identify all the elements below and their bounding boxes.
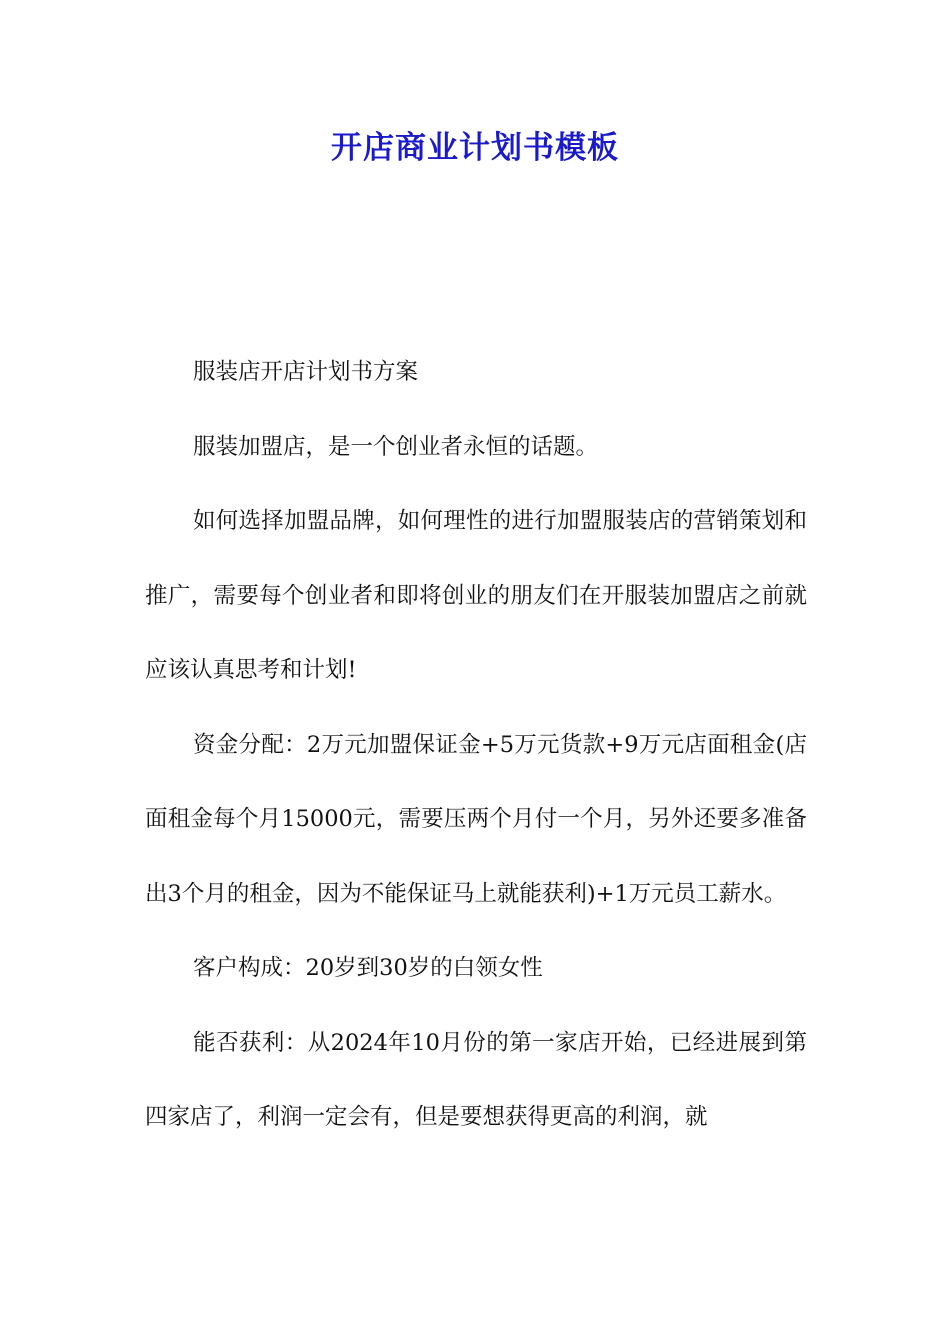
paragraph-6: 能否获利：从2024年10月份的第一家店开始，已经进展到第四家店了，利润一定会有，但是要想获得更高的利润，就 bbox=[145, 1029, 807, 1130]
paragraph-2: 服装加盟店，是一个创业者永恒的话题。 bbox=[193, 433, 599, 460]
paragraph-3: 如何选择加盟品牌，如何理性的进行加盟服装店的营销策划和推广，需要每个创业者和即将创业的朋友们在开服装加盟店之前就应该认真思考和计划! bbox=[145, 508, 807, 683]
document-body bbox=[145, 335, 807, 1155]
document-title: 开店商业计划书模板 bbox=[331, 130, 619, 166]
paragraph-5: 客户构成：20岁到30岁的白领女性 bbox=[193, 955, 543, 981]
paragraph-1: 服装店开店计划书方案 bbox=[193, 359, 419, 385]
paragraph-4: 资金分配：2万元加盟保证金+5万元货款+9万元店面租金(店面租金每个月15000元，需要压两个月付一个月，另外还要多准备出3个月的租金，因为不能保证马上就能获利)+1万元员工薪水。 bbox=[145, 731, 807, 907]
